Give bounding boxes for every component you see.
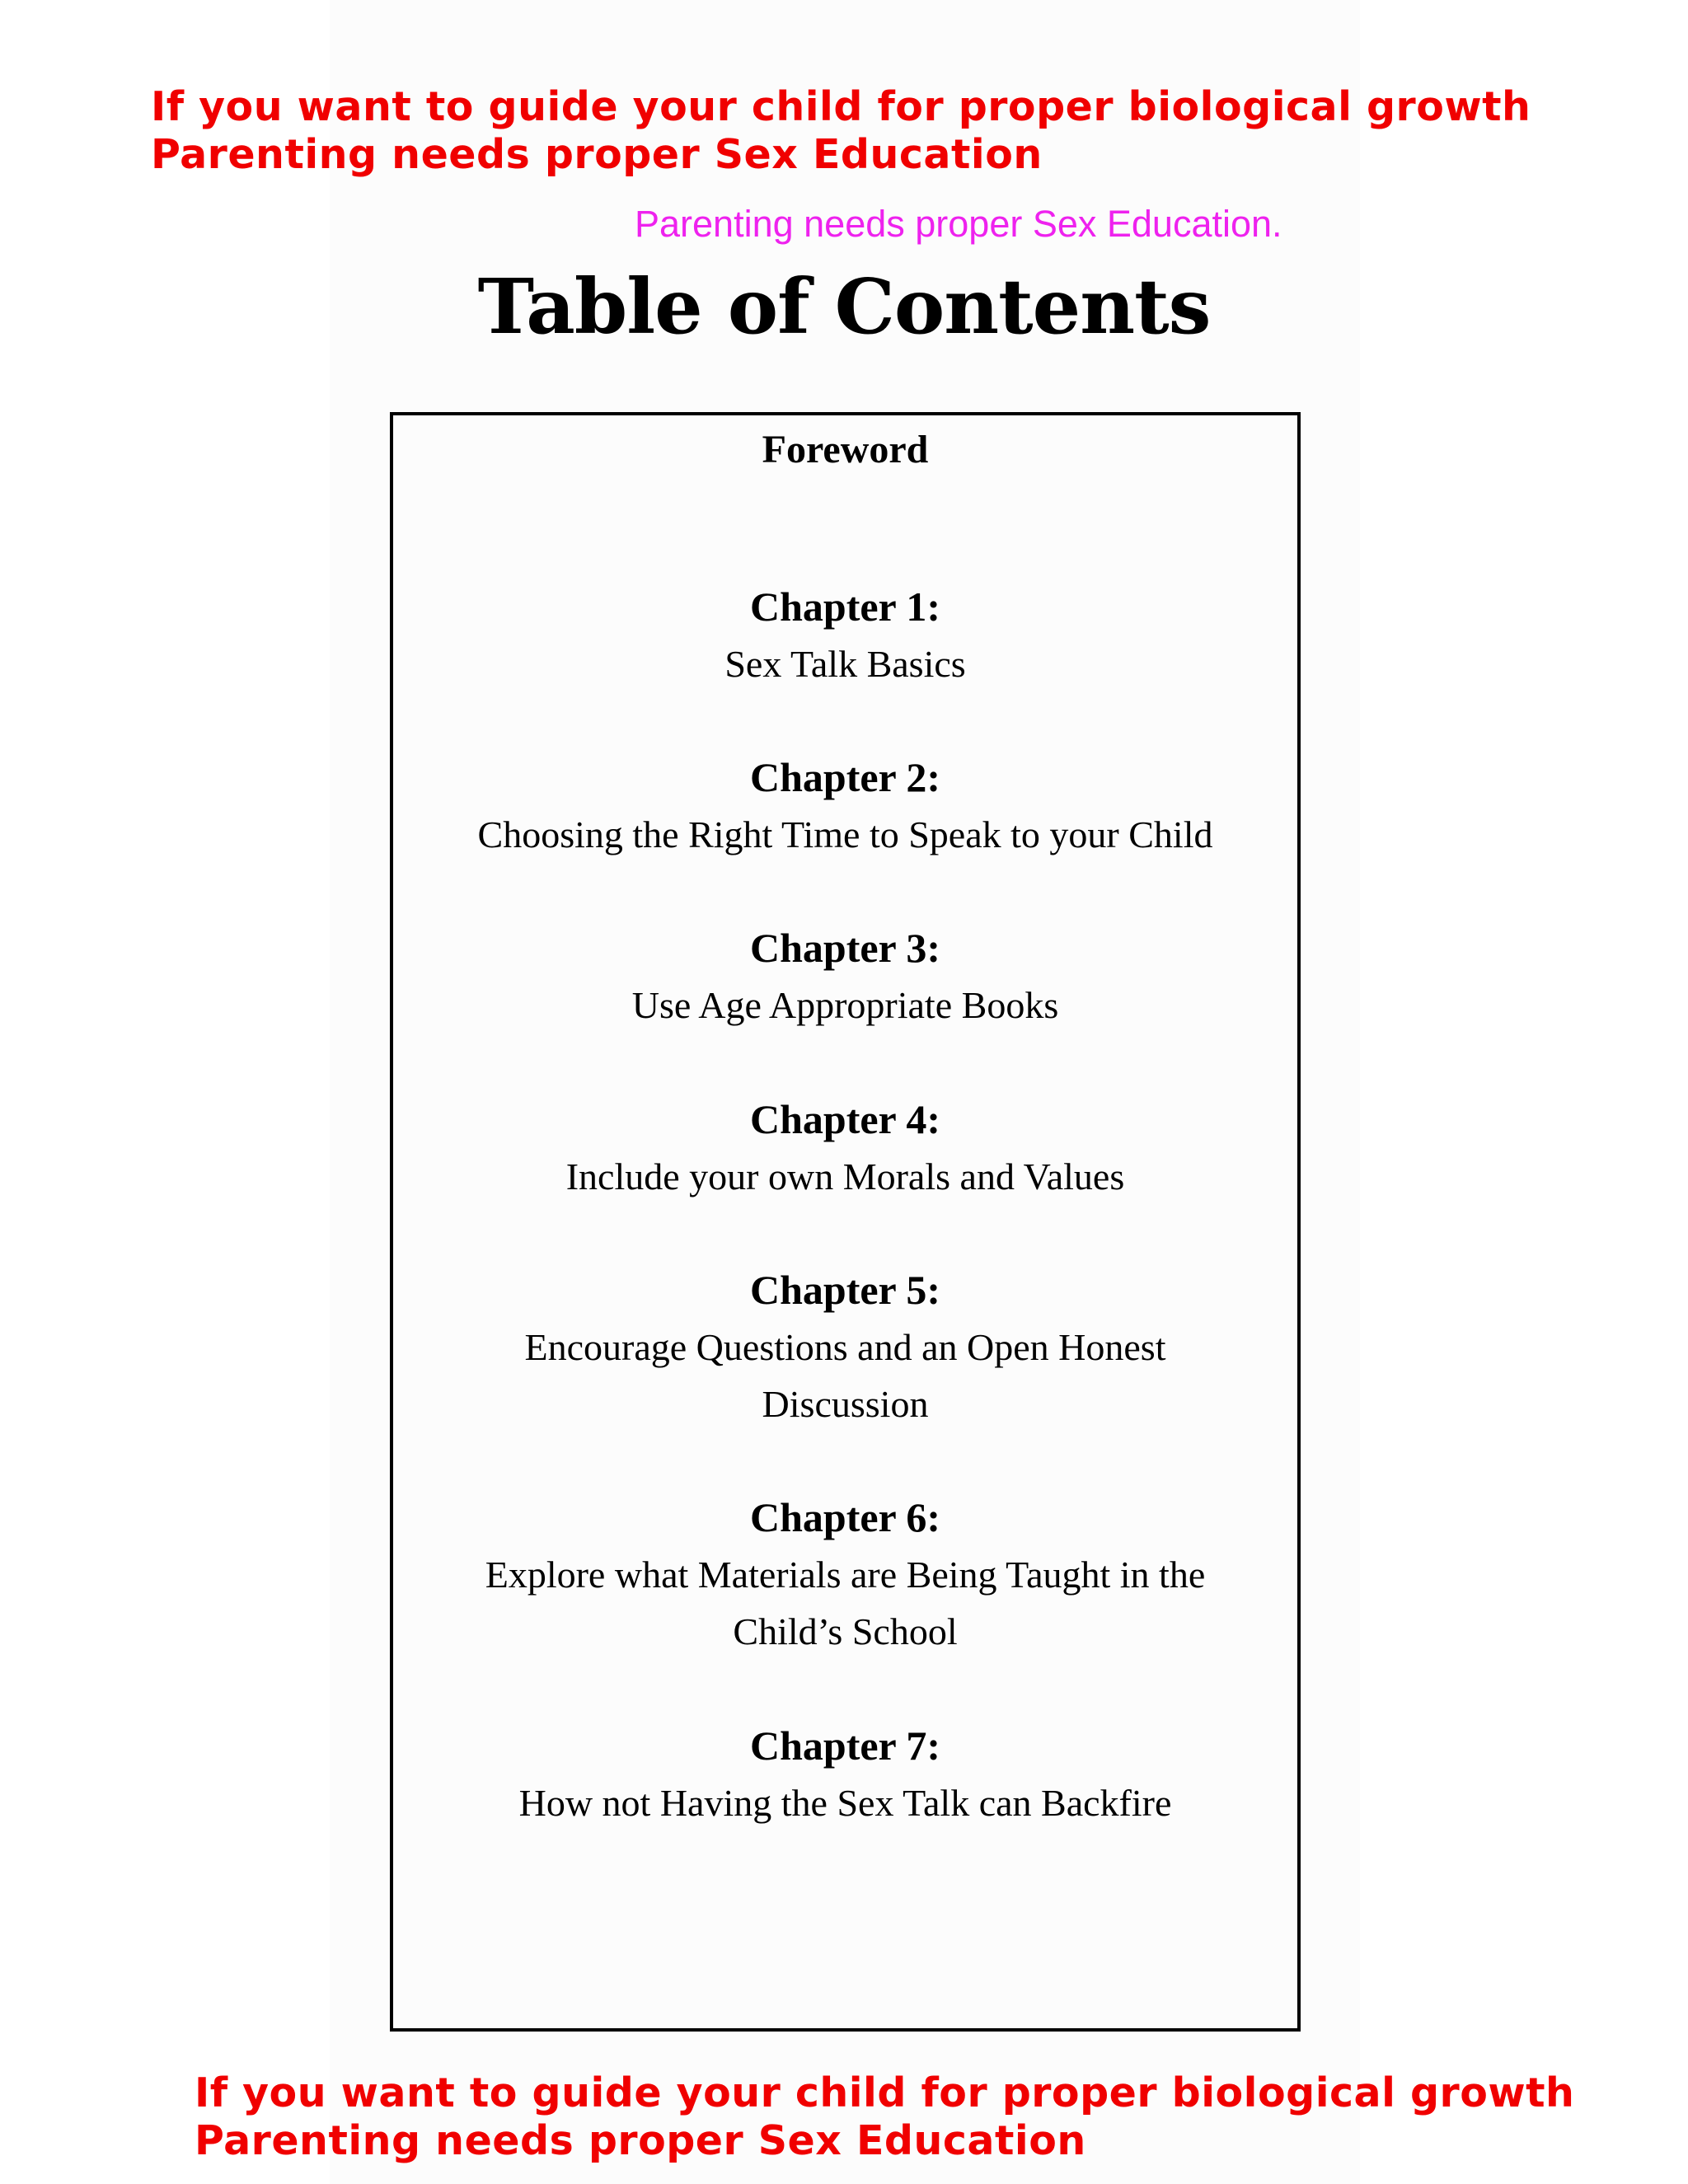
promo-banner-bottom-line1: If you want to guide your child for proper biological growth (195, 2069, 1575, 2116)
promo-banner-top (151, 83, 1531, 179)
toc-chapter-5[interactable] (393, 1262, 1297, 1432)
chapter-4-label: Chapter 4: (749, 1096, 940, 1142)
chapter-5-title-line-1: Encourage Questions and an Open Honest (524, 1326, 1166, 1368)
toc-chapter-2[interactable] (393, 749, 1297, 863)
chapter-3-title: Use Age Appropriate Books (631, 984, 1059, 1026)
chapter-6-label: Chapter 6: (749, 1494, 940, 1540)
toc-chapter-3[interactable] (393, 920, 1297, 1033)
page-title: Table of Contents (477, 262, 1211, 351)
chapter-7-label: Chapter 7: (749, 1722, 940, 1769)
toc-foreword[interactable]: Foreword (762, 428, 929, 471)
chapter-2-title: Choosing the Right Time to Speak to your Child (477, 813, 1213, 855)
chapter-2-label: Chapter 2: (749, 754, 940, 800)
promo-banner-bottom (195, 2069, 1574, 2165)
subtitle: Parenting needs proper Sex Education. (635, 203, 1282, 245)
chapter-6-title-line-1: Explore what Materials are Being Taught in the (485, 1554, 1206, 1596)
chapter-7-title: How not Having the Sex Talk can Backfire (518, 1782, 1172, 1824)
toc-chapter-6[interactable] (393, 1489, 1297, 1660)
toc-chapter-1[interactable] (393, 579, 1297, 692)
chapter-6-title-line-2: Child’s School (733, 1610, 958, 1652)
chapter-4-title: Include your own Morals and Values (565, 1155, 1125, 1197)
chapter-1-title: Sex Talk Basics (724, 643, 966, 685)
chapter-5-label: Chapter 5: (749, 1267, 940, 1313)
chapter-3-label: Chapter 3: (749, 925, 940, 971)
chapter-5-title-line-2: Discussion (762, 1383, 929, 1425)
toc-chapter-7[interactable] (393, 1718, 1297, 1831)
chapter-1-label: Chapter 1: (749, 583, 940, 630)
toc-chapter-4[interactable] (393, 1091, 1297, 1205)
toc-box (390, 412, 1301, 2032)
promo-banner-bottom-line2: Parenting needs proper Sex Education (195, 2117, 1086, 2164)
promo-banner-top-line1: If you want to guide your child for proper biological growth (151, 83, 1531, 130)
promo-banner-top-line2: Parenting needs proper Sex Education (151, 131, 1043, 178)
